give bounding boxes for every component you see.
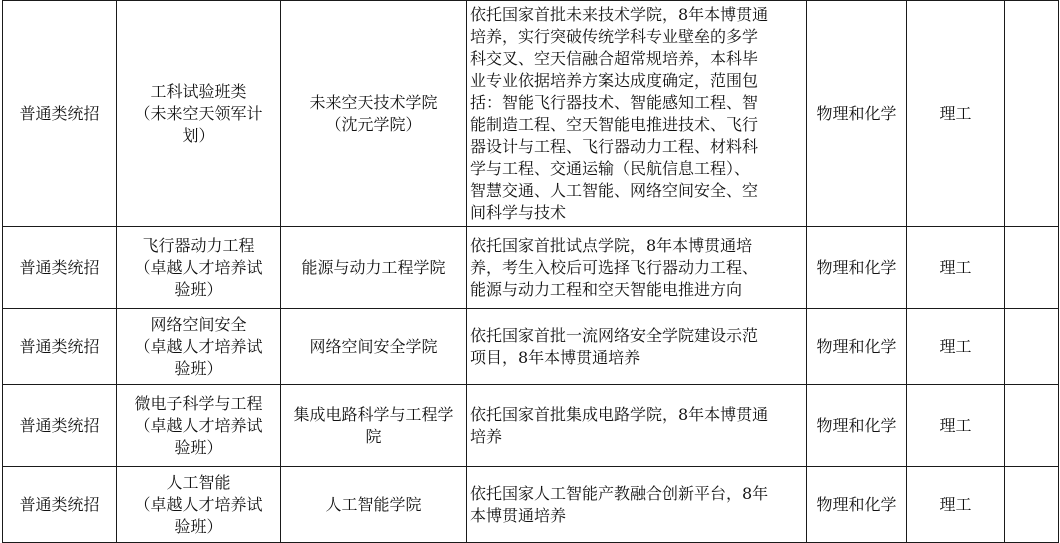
category-cell: 普通类统招 xyxy=(3,309,117,385)
major-cell-line: （卓越人才培养试 xyxy=(134,494,263,514)
major-cell-line: 验班） xyxy=(174,437,223,457)
discipline-type-cell: 理工 xyxy=(907,309,1005,385)
subject-requirement-cell: 物理和化学 xyxy=(807,467,907,543)
college-cell-line: 能源与动力工程学院 xyxy=(301,257,446,277)
subject-requirement-cell: 物理和化学 xyxy=(807,1,907,227)
description-cell xyxy=(467,227,807,309)
college-cell xyxy=(281,1,467,227)
college-cell xyxy=(281,309,467,385)
major-cell-line: 验班） xyxy=(174,358,223,378)
empty-cell xyxy=(1005,1,1059,227)
description-cell-line: 学与工程、交通运输（民航信息工程）、 xyxy=(470,158,751,178)
category-cell: 普通类统招 xyxy=(3,1,117,227)
discipline-type-cell: 理工 xyxy=(907,227,1005,309)
description-cell-line: 业专业依据培养方案达成度确定，范围包 xyxy=(470,70,759,90)
college-cell-line: 人工智能学院 xyxy=(325,494,422,514)
description-cell-line: 间科学与技术 xyxy=(470,202,567,222)
table-row xyxy=(3,467,1059,543)
empty-cell xyxy=(1005,467,1059,543)
major-cell-line: 验班） xyxy=(174,279,223,299)
table-body xyxy=(3,1,1059,543)
description-cell-line: 能源与动力工程和空天智能电推进方向 xyxy=(470,279,743,299)
category-cell: 普通类统招 xyxy=(3,227,117,309)
description-cell xyxy=(467,385,807,467)
major-cell-line: （卓越人才培养试 xyxy=(134,336,263,356)
major-cell xyxy=(117,385,281,467)
empty-cell xyxy=(1005,309,1059,385)
college-cell-line: 网络空间安全学院 xyxy=(309,336,438,356)
empty-cell xyxy=(1005,385,1059,467)
major-cell-line: 工科试验班类 xyxy=(150,81,247,101)
description-cell-line: 智慧交通、人工智能、网络空间安全、空 xyxy=(470,180,759,200)
description-cell-line: 依托国家首批集成电路学院，8年本博贯通 xyxy=(470,404,769,424)
college-cell xyxy=(281,467,467,543)
table-row xyxy=(3,385,1059,467)
major-cell-line: 划） xyxy=(182,125,215,145)
empty-cell xyxy=(1005,227,1059,309)
description-cell-line: 项目，8年本博贯通培养 xyxy=(470,347,641,367)
subject-requirement-cell: 物理和化学 xyxy=(807,385,907,467)
major-cell-line: 飞行器动力工程 xyxy=(142,235,255,255)
discipline-type-cell: 理工 xyxy=(907,467,1005,543)
category-cell: 普通类统招 xyxy=(3,467,117,543)
description-cell-line: 科交叉、空天信融合超常规培养，本科毕 xyxy=(470,48,759,68)
description-cell-line: 依托国家首批未来技术学院，8年本博贯通 xyxy=(470,4,769,24)
major-cell-line: （未来空天领军计 xyxy=(134,103,263,123)
description-cell xyxy=(467,309,807,385)
description-cell-line: 本博贯通培养 xyxy=(470,505,567,525)
description-cell-line: 培养，实行突破传统学科专业壁垒的多学 xyxy=(470,26,759,46)
college-cell-line: 集成电路科学与工程学 xyxy=(293,404,454,424)
major-cell-line: （卓越人才培养试 xyxy=(134,415,263,435)
description-cell-line: 依托国家首批试点学院，8年本博贯通培 xyxy=(470,235,753,255)
description-cell xyxy=(467,1,807,227)
major-cell xyxy=(117,1,281,227)
major-cell-line: 微电子科学与工程 xyxy=(134,393,263,413)
college-cell xyxy=(281,385,467,467)
description-cell-line: 依托国家首批一流网络安全学院建设示范 xyxy=(470,325,759,345)
table-row xyxy=(3,1,1059,227)
table-row xyxy=(3,227,1059,309)
category-cell: 普通类统招 xyxy=(3,385,117,467)
major-cell-line: 网络空间安全 xyxy=(150,314,247,334)
subject-requirement-cell: 物理和化学 xyxy=(807,309,907,385)
description-cell xyxy=(467,467,807,543)
major-cell xyxy=(117,309,281,385)
college-cell-line: （沈元学院） xyxy=(325,114,422,134)
major-cell xyxy=(117,227,281,309)
major-cell-line: 人工智能 xyxy=(166,472,231,492)
description-cell-line: 依托国家人工智能产教融合创新平台，8年 xyxy=(470,483,769,503)
description-cell-line: 括：智能飞行器技术、智能感知工程、智 xyxy=(470,92,759,112)
description-cell-line: 培养 xyxy=(470,426,503,446)
description-cell-line: 能制造工程、空天智能电推进技术、飞行 xyxy=(470,114,759,134)
enrollment-plan-table xyxy=(2,0,1059,543)
major-cell-line: （卓越人才培养试 xyxy=(134,257,263,277)
college-cell-line: 院 xyxy=(365,426,382,446)
college-cell-line: 未来空天技术学院 xyxy=(309,92,438,112)
description-cell-line: 养，考生入校后可选择飞行器动力工程、 xyxy=(470,257,759,277)
college-cell xyxy=(281,227,467,309)
discipline-type-cell: 理工 xyxy=(907,1,1005,227)
major-cell xyxy=(117,467,281,543)
subject-requirement-cell: 物理和化学 xyxy=(807,227,907,309)
table-row xyxy=(3,309,1059,385)
major-cell-line: 验班） xyxy=(174,516,223,536)
description-cell-line: 器设计与工程、飞行器动力工程、材料科 xyxy=(470,136,759,156)
discipline-type-cell: 理工 xyxy=(907,385,1005,467)
